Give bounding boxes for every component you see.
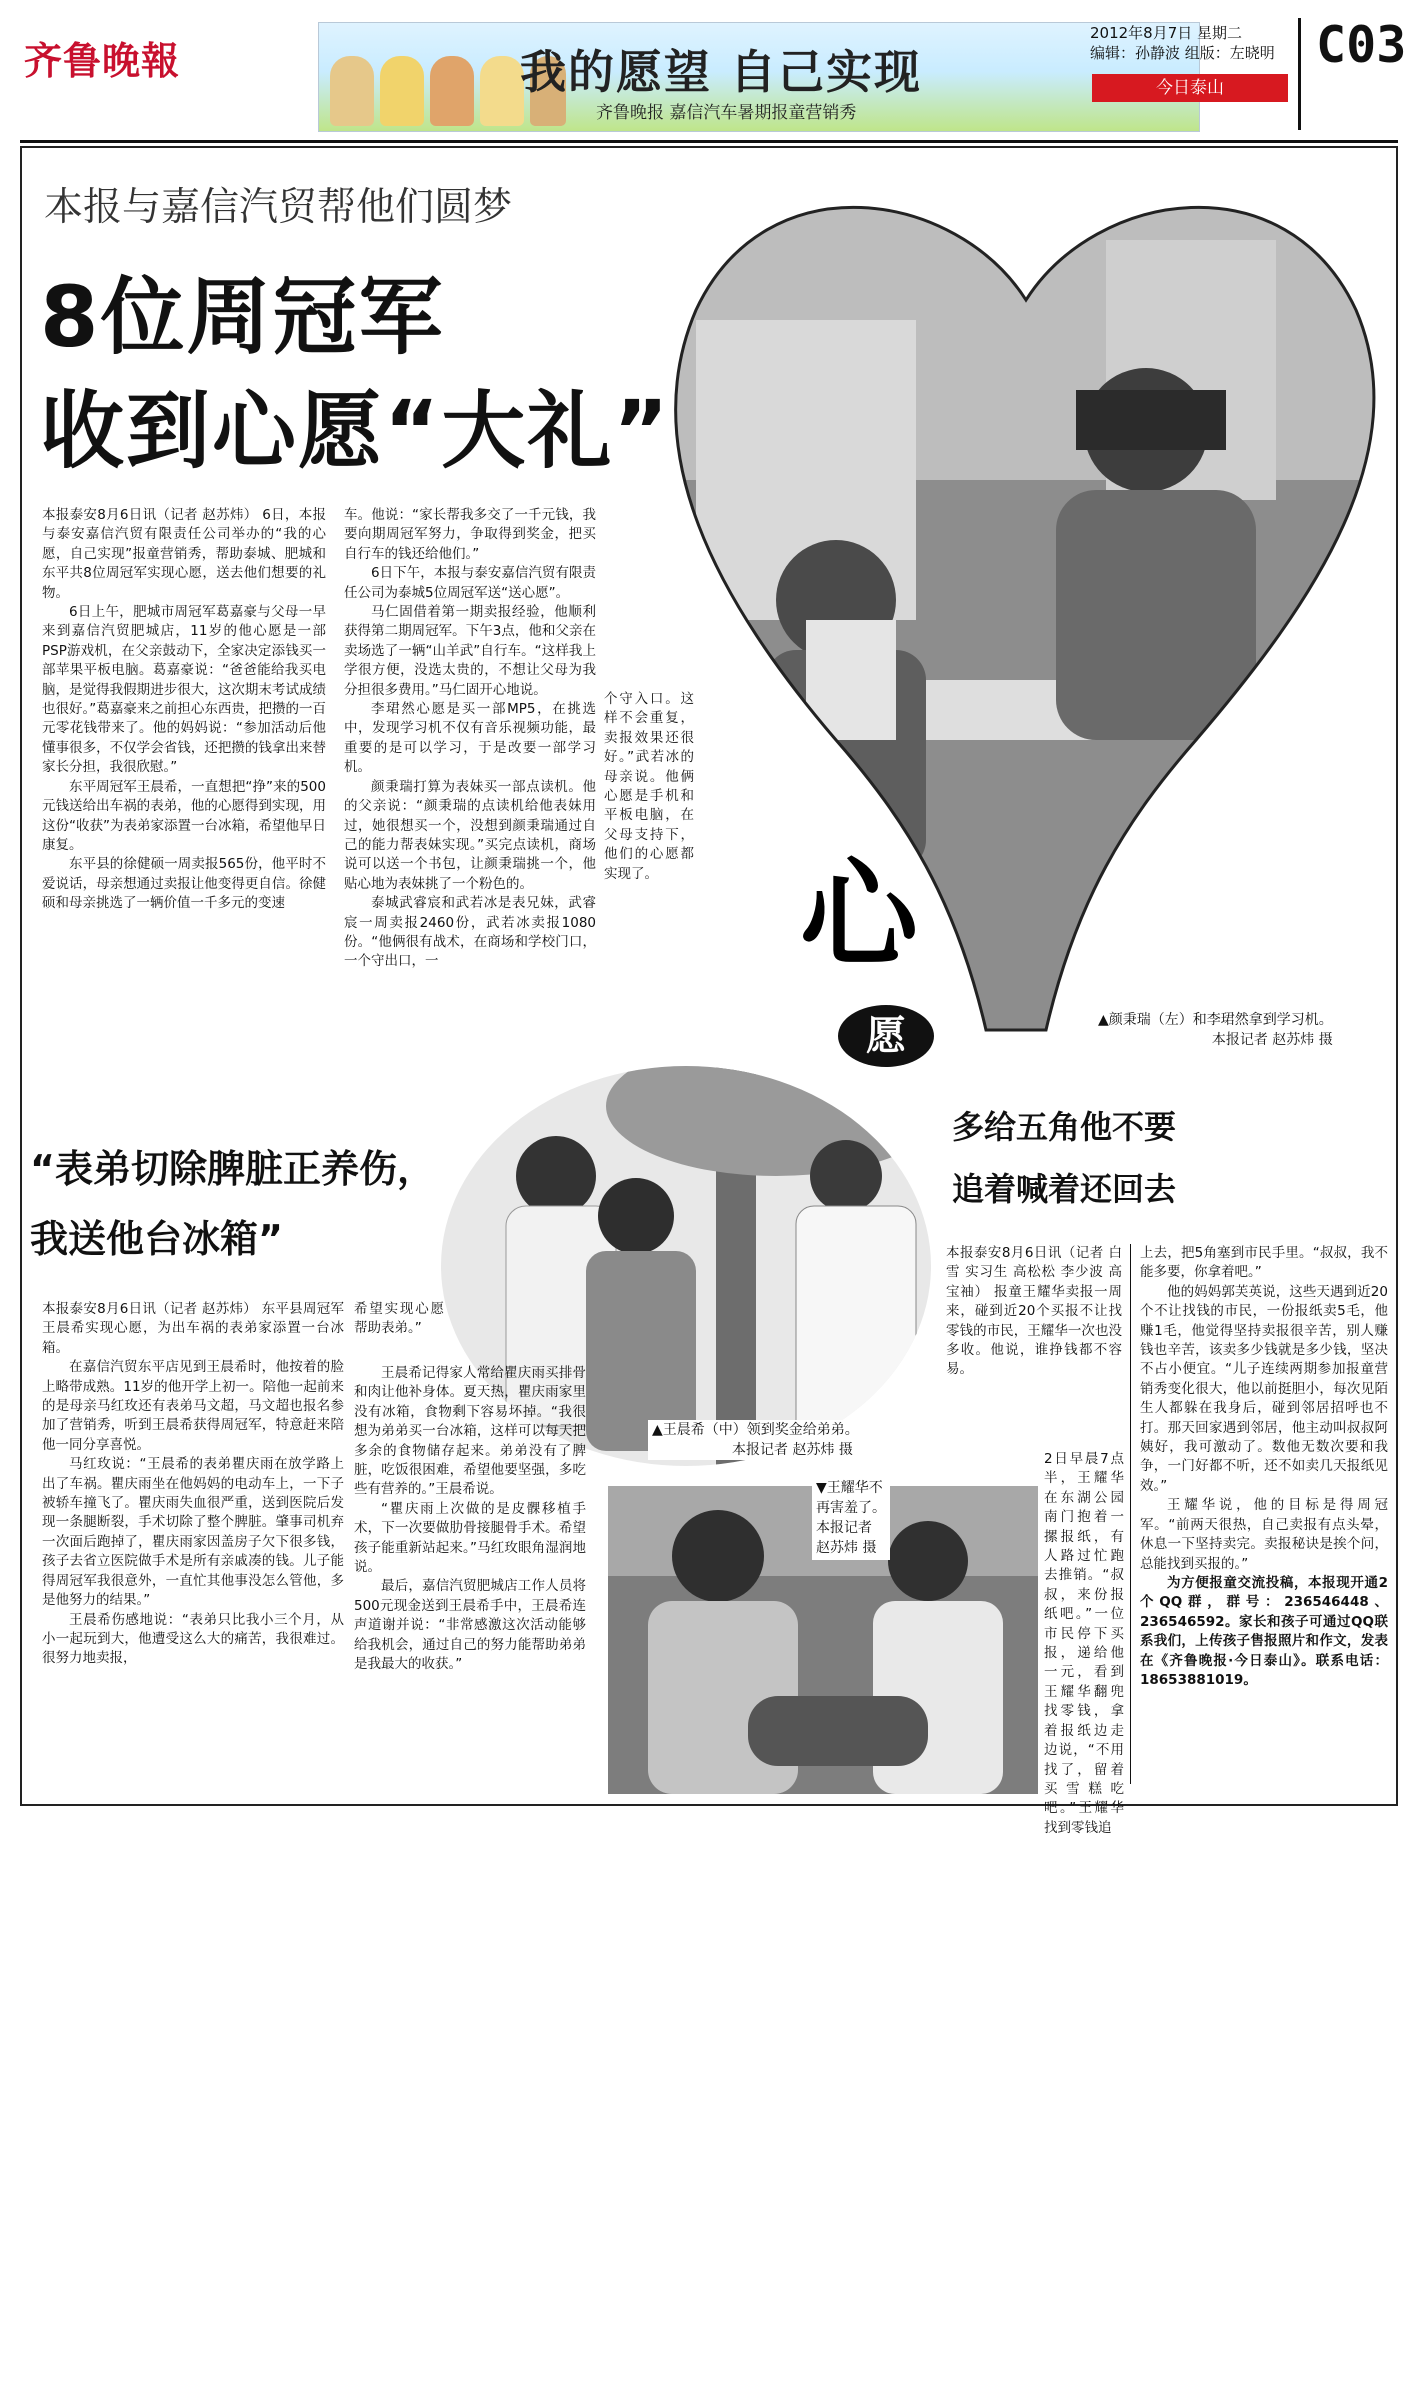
- story3-headline-line1: 多给五角他不要: [952, 1108, 1177, 1146]
- page-number: C03: [1316, 16, 1407, 74]
- story3-photo-caption-line1: ▼王耀华不: [816, 1480, 883, 1496]
- story1-headline-line1: 8位周冠军: [40, 268, 445, 366]
- banner-child-photo: [430, 56, 474, 126]
- story3-photo-caption: [812, 1476, 890, 1560]
- story1-paragraph: 车。他说：“家长帮我多交了一千元钱，我要向期周冠军努力，争取得到奖金，把买自行车的钱还给他们。”: [344, 507, 596, 562]
- story3-footer-note: [1140, 1574, 1388, 1690]
- story3-column-2: [1140, 1244, 1388, 1690]
- story3-headline-line2: 追着喊着还回去: [952, 1170, 1177, 1208]
- newspaper-logo: 齐鲁晚報: [24, 38, 181, 83]
- story2-paragraph: 希望实现心愿帮助表弟。”: [354, 1301, 444, 1337]
- story2-paragraph: 王晨希记得家人常给瞿庆雨买排骨和肉让他补身体。夏天热，瞿庆雨家里没有冰箱，食物剩下容易坏掉。“我很想为弟弟买一台冰箱，这样可以每天把多余的食物储存起来。弟弟没有了脾脏，吃饭很困难，希望他要坚强，多吃些有营养的。”王晨希说。: [354, 1365, 586, 1498]
- story2-paragraph: 马红玫说：“王晨希的表弟瞿庆雨在放学路上出了车祸。瞿庆雨坐在他妈妈的电动车上，一下子被轿车撞飞了。瞿庆雨失血很严重，送到医院后发现一条腿断裂，手术切除了整个脾脏。肇事司机弃一次面后跑掉了，瞿庆雨家因盖房子欠下很多钱，孩子去省立医院做手术是所有亲戚凑的钱。儿子能得周冠军我很意外，一直忙其他事没怎么管他，多是他努力的结果。”: [42, 1456, 344, 1609]
- story3-paragraph: 上去，把5角塞到市民手里。“叔叔，我不能多要，你拿着吧。”: [1140, 1245, 1388, 1281]
- story1-kicker: 本报与嘉信汽贸帮他们圆梦: [44, 185, 513, 230]
- story1-column-3: [604, 690, 694, 884]
- column-divider: [1130, 1244, 1131, 1784]
- story3-paragraph: 2日早晨7点半，王耀华在东湖公园南门抱着一摞报纸，有人路过忙跑去推销。“叔叔，来份报纸吧。”一位市民停下买报，递给他一元，看到王耀华翻兜找零钱，拿着报纸边走边说，“不用找了，留着买雪糕吃吧。”王耀华找到零钱追: [1044, 1451, 1124, 1836]
- story1-photo-caption: [1098, 1010, 1333, 1050]
- banner-subtitle: 齐鲁晚报 嘉信汽车暑期报童营销秀: [596, 103, 857, 123]
- story2-paragraph: “瞿庆雨上次做的是皮髁移植手术，下一次要做肋骨接腿骨手术。希望孩子能重新站起来。”马红玫眼角湿润地说。: [354, 1500, 586, 1576]
- story1-paragraph: 马仁固借着第一期卖报经验，他顺利获得第二期周冠军。下午3点，他和父亲在卖场选了一辆“山羊武”自行车。“这样我上学很方便，没选太贵的，不想让父母为我分担很多费用。”马仁固开心地说。: [344, 604, 596, 698]
- heart-small-bubble: 愿: [838, 1005, 934, 1067]
- story1-column-1: [42, 506, 326, 914]
- story2-headline-line2: 我送他台冰箱”: [30, 1217, 283, 1261]
- story1-column-2: [344, 506, 596, 972]
- story1-paragraph: 泰城武睿宸和武若冰是表兄妹，武睿宸一周卖报2460份，武若冰卖报1080份。“他俩很有战术，在商场和学校门口，一个守出口，一: [344, 895, 596, 970]
- banner-child-photo: [480, 56, 524, 126]
- header-divider: [1298, 18, 1301, 130]
- story3-column-1: [946, 1244, 1122, 1380]
- story3-column-1b: [1044, 1450, 1124, 1838]
- story1-headline-line2: 收到心愿“大礼”: [40, 382, 671, 480]
- story1-paragraph: 6日上午，肥城市周冠军葛嘉豪与父母一早来到嘉信汽贸肥城店，11岁的他心愿是一部PSP游戏机，在父亲鼓动下，全家决定添钱买一部苹果平板电脑。葛嘉豪说：“爸爸能给我买电脑，是觉得我假期进步很大，这次期末考试成绩也很好。”葛嘉豪来之前担心东西贵，把攒的一百元零花钱带来了。他的妈妈说：“参加活动后他懂事很多，不仅学会省钱，还把攒的钱拿出来替家长分担，我很欣慰。”: [42, 604, 326, 776]
- story3-paragraph: 他的妈妈郭芙英说，这些天遇到近20个不让找钱的市民，一份报纸卖5毛，他赚1毛，他觉得坚持卖报很辛苦，别人赚钱也辛苦，该卖多少钱就是多少钱，坚决不占小便宜。“儿子连续两期参加报童营销秀变化很大，他以前挺胆小，每次见陌生人都躲在我身后，碰到邻居招呼也不打。那天回家遇到邻居，他主动叫叔叔阿姨好，我可激动了。数他无数次要和我争，一门好都不听，还不如卖几天报纸见效。”: [1140, 1283, 1388, 1494]
- story2-photo-caption-line1: ▲王晨希（中）领到奖金给弟弟。: [652, 1422, 859, 1438]
- story2-paragraph: 本报泰安8月6日讯（记者 赵苏炜） 东平县周冠军王晨希实现心愿，为出车祸的表弟家添置一台冰箱。: [42, 1301, 344, 1356]
- story2-photo-caption-line2: 本报记者 赵苏炜 摄: [732, 1442, 853, 1458]
- banner-child-photo: [380, 56, 424, 126]
- story1-photo-caption-line1: ▲颜秉瑞（左）和李珺然拿到学习机。: [1098, 1012, 1333, 1028]
- editor-credits: 编辑：孙静波 组版：左晓明: [1090, 44, 1275, 62]
- story1-paragraph: 本报泰安8月6日讯（记者 赵苏炜） 6日，本报与泰安嘉信汽贸有限责任公司举办的“我的心愿，自己实现”报童营销秀，帮助泰城、肥城和东平共8位周冠军实现心愿，送去他们想要的礼物。: [42, 507, 326, 601]
- story3-footer-note-text: 为方便报童交流投稿，本报现开通2个QQ群，群号：236546448、236546592。家长和孩子可通过QQ联系我们，上传孩子售报照片和作文，发表在《齐鲁晚报·今日泰山》。联系电话：18653881019。: [1140, 1574, 1388, 1688]
- heart-photo: [656, 180, 1396, 1050]
- story1-paragraph: 东平周冠军王晨希，一直想把“挣”来的500元钱送给出车祸的表弟，他的心愿得到实现，用这份“收获”为表弟家添置一台冰箱，希望他早日康复。: [42, 778, 326, 853]
- header-rule: [20, 140, 1398, 143]
- issue-date: 2012年8月7日 星期二: [1090, 24, 1243, 42]
- story1-paragraph: 东平县的徐健硕一周卖报565份，他平时不爱说话，母亲想通过卖报让他变得更自信。徐健硕和母亲挑选了一辆价值一千多元的变速: [42, 856, 326, 912]
- banner-child-photo: [330, 56, 374, 126]
- story1-paragraph: 6日下午，本报与泰安嘉信汽贸有限责任公司为泰城5位周冠军送“送心愿”。: [344, 565, 596, 601]
- story2-column-1: [42, 1300, 344, 1669]
- story1-paragraph: 颜秉瑞打算为表妹买一部点读机。他的父亲说：“颜秉瑞的点读机给他表妹用过，她很想买一个，没想到颜秉瑞通过自己的能力帮表妹实现。”买完点读机，商场说可以送一个书包，让颜秉瑞挑一个，他贴心地为表妹挑了一个粉色的。: [344, 778, 596, 892]
- heart-big-character: 心: [800, 845, 919, 984]
- banner-title: 我的愿望 自己实现: [520, 45, 923, 99]
- story3-photo-caption-line2: 再害羞了。: [816, 1500, 886, 1516]
- story3-paragraph: 本报泰安8月6日讯（记者 白雪 实习生 高松松 李少波 高宝袖） 报童王耀华卖报一周来，碰到近20个买报不让找零钱的市民，王耀华一次也没多收。他说，谁挣钱都不容易。: [946, 1245, 1122, 1378]
- story2-headline-line1: “表弟切除脾脏正养伤，: [30, 1147, 435, 1191]
- story2-paragraph: 最后，嘉信汽贸肥城店工作人员将500元现金送到王晨希手中，王晨希连声道谢并说：“非常感激这次活动能够给我机会，通过自己的努力能帮助弟弟是我最大的收获。”: [354, 1578, 586, 1673]
- story1-photo-caption-line2: 本报记者 赵苏炜 摄: [1211, 1032, 1333, 1048]
- story3-photo-caption-line3: 本报记者: [816, 1520, 872, 1536]
- story2-paragraph: 王晨希伤感地说：“表弟只比我小三个月，从小一起玩到大，他遭受这么大的痛苦，我很难过。很努力地卖报，: [42, 1611, 344, 1667]
- story3-photo-caption-line4: 赵苏炜 摄: [816, 1540, 877, 1556]
- story2-photo-caption: [648, 1420, 863, 1460]
- story1-paragraph: 李珺然心愿是买一部MP5，在挑选中，发现学习机不仅有音乐视频功能，最重要的是可以学习，于是改要一部学习机。: [344, 701, 596, 776]
- section-tag: 今日泰山: [1092, 74, 1288, 102]
- story2-paragraph: 在嘉信汽贸东平店见到王晨希时，他按着的脸上略带成熟。11岁的他开学上初一。陪他一起前来的是母亲马红玫还有表弟马文超，马文超也报名参加了营销秀，听到王晨希获得周冠军，特意赶来陪他一同分享喜悦。: [42, 1359, 344, 1453]
- story3-paragraph: 王耀华说，他的目标是得周冠军。“前两天很热，自己卖报有点头晕，休息一下坚持卖完。卖报秘诀是挨个问，总能找到买报的。”: [1140, 1497, 1388, 1572]
- story2-column-2: [354, 1364, 586, 1675]
- story1-paragraph: 个守入口。这样不会重复，卖报效果还很好。”武若冰的母亲说。他俩心愿是手机和平板电脑，在父母支持下，他们的心愿都实现了。: [604, 691, 694, 882]
- story2-column-2-top: [354, 1300, 444, 1339]
